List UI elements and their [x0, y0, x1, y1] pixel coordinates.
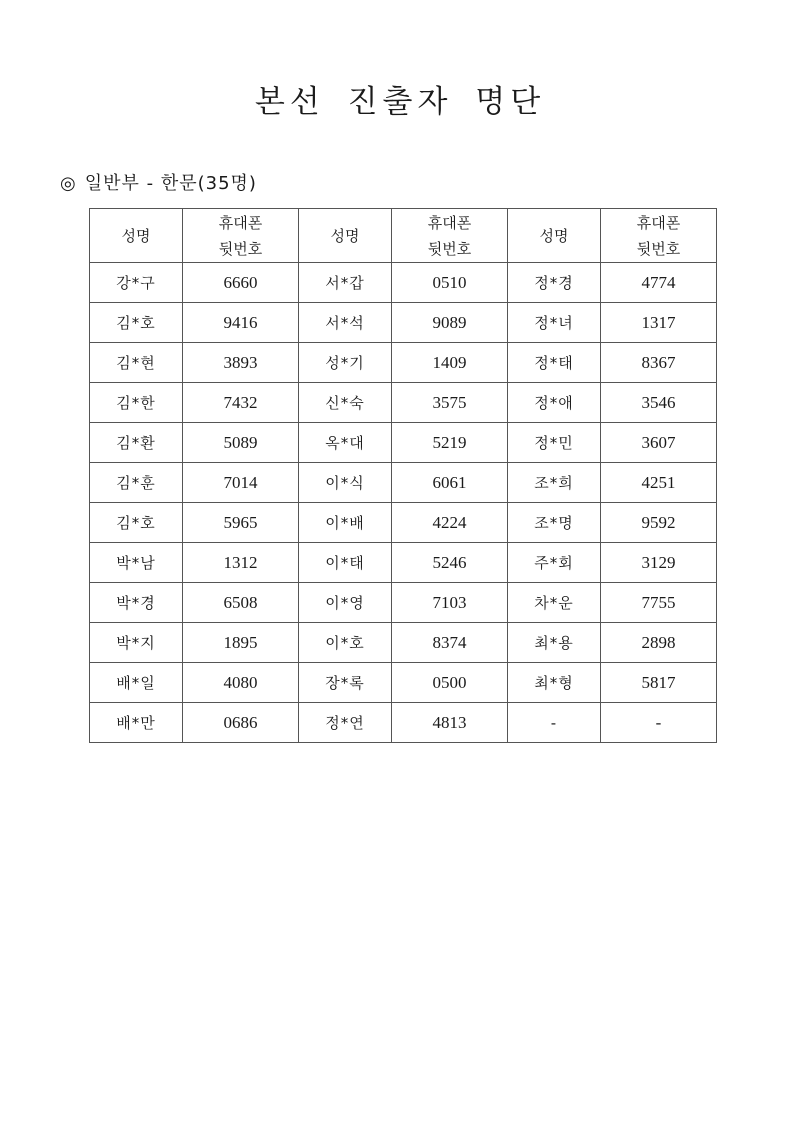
phone-last-digits: 7014 — [183, 463, 299, 503]
phone-last-digits: 4813 — [392, 703, 508, 743]
phone-last-digits: 4774 — [601, 263, 717, 303]
table-row — [90, 343, 717, 383]
participant-name: 정*연 — [299, 703, 392, 743]
participant-name: 정*태 — [508, 343, 601, 383]
phone-last-digits: 1312 — [183, 543, 299, 583]
participant-name: 김*훈 — [90, 463, 183, 503]
table-row — [90, 383, 717, 423]
table-row — [90, 503, 717, 543]
participant-name: 박*경 — [90, 583, 183, 623]
participant-name: 차*운 — [508, 583, 601, 623]
column-header-phone-line2: 뒷번호 — [427, 239, 472, 258]
phone-last-digits: 4251 — [601, 463, 717, 503]
participant-name: 최*형 — [508, 663, 601, 703]
table-row — [90, 543, 717, 583]
table-row — [90, 263, 717, 303]
participant-name: 이*태 — [299, 543, 392, 583]
phone-last-digits: 0510 — [392, 263, 508, 303]
participant-name: 이*식 — [299, 463, 392, 503]
participant-name: 정*민 — [508, 423, 601, 463]
phone-last-digits: 4224 — [392, 503, 508, 543]
phone-last-digits: 6660 — [183, 263, 299, 303]
table-row — [90, 623, 717, 663]
phone-last-digits: 1317 — [601, 303, 717, 343]
participant-name: 이*호 — [299, 623, 392, 663]
participant-name: 정*녀 — [508, 303, 601, 343]
column-header-name: 성명 — [508, 209, 601, 263]
column-header-phone-line2: 뒷번호 — [636, 239, 681, 258]
phone-last-digits: 1409 — [392, 343, 508, 383]
phone-last-digits: 9592 — [601, 503, 717, 543]
participant-name: 장*록 — [299, 663, 392, 703]
phone-last-digits: 5089 — [183, 423, 299, 463]
participant-name: 배*일 — [90, 663, 183, 703]
phone-last-digits: 7432 — [183, 383, 299, 423]
participant-name: 박*남 — [90, 543, 183, 583]
participant-name: 서*석 — [299, 303, 392, 343]
phone-last-digits: 6061 — [392, 463, 508, 503]
phone-last-digits: 5965 — [183, 503, 299, 543]
participant-name: 김*호 — [90, 503, 183, 543]
column-header-name: 성명 — [90, 209, 183, 263]
participant-name: 배*만 — [90, 703, 183, 743]
phone-last-digits: 7755 — [601, 583, 717, 623]
phone-last-digits: 0686 — [183, 703, 299, 743]
participant-name: 김*호 — [90, 303, 183, 343]
table-row — [90, 423, 717, 463]
table-row — [90, 463, 717, 503]
participant-name: 이*영 — [299, 583, 392, 623]
phone-last-digits: 1895 — [183, 623, 299, 663]
participant-name: 성*기 — [299, 343, 392, 383]
phone-last-digits: 8374 — [392, 623, 508, 663]
phone-last-digits: 8367 — [601, 343, 717, 383]
column-header-phone — [183, 209, 299, 263]
phone-last-digits: 6508 — [183, 583, 299, 623]
participant-name: 박*지 — [90, 623, 183, 663]
participant-name: 강*구 — [90, 263, 183, 303]
participant-name: 김*환 — [90, 423, 183, 463]
phone-last-digits: 5817 — [601, 663, 717, 703]
phone-last-digits: 3546 — [601, 383, 717, 423]
participant-name: 이*배 — [299, 503, 392, 543]
phone-last-digits: 3607 — [601, 423, 717, 463]
table-row — [90, 583, 717, 623]
participant-name: 서*갑 — [299, 263, 392, 303]
column-header-phone — [601, 209, 717, 263]
phone-last-digits: 7103 — [392, 583, 508, 623]
finalist-table — [89, 208, 717, 743]
table-row — [90, 703, 717, 743]
column-header-phone-line1: 휴대폰 — [427, 213, 472, 232]
table-header-row — [90, 209, 717, 263]
column-header-name: 성명 — [299, 209, 392, 263]
section-heading — [60, 169, 257, 195]
double-circle-bullet-icon: ◎ — [60, 173, 77, 194]
column-header-phone-line2: 뒷번호 — [218, 239, 263, 258]
column-header-phone-line1: 휴대폰 — [218, 213, 263, 232]
participant-name: 신*숙 — [299, 383, 392, 423]
phone-last-digits: 3893 — [183, 343, 299, 383]
page-title: 본선 진출자 명단 — [254, 84, 546, 120]
phone-last-digits: 5246 — [392, 543, 508, 583]
participant-name: 정*경 — [508, 263, 601, 303]
phone-last-digits: 5219 — [392, 423, 508, 463]
phone-last-digits: 9089 — [392, 303, 508, 343]
participant-name: 김*현 — [90, 343, 183, 383]
phone-last-digits: - — [601, 703, 717, 743]
table-body — [90, 263, 717, 743]
participant-name: 최*용 — [508, 623, 601, 663]
participant-name: 조*명 — [508, 503, 601, 543]
phone-last-digits: 3575 — [392, 383, 508, 423]
table-row — [90, 303, 717, 343]
table-row — [90, 663, 717, 703]
participant-name: 정*애 — [508, 383, 601, 423]
phone-last-digits: 3129 — [601, 543, 717, 583]
phone-last-digits: 0500 — [392, 663, 508, 703]
phone-last-digits: 9416 — [183, 303, 299, 343]
participant-name: 김*한 — [90, 383, 183, 423]
participant-name: - — [508, 703, 601, 743]
participant-name: 조*희 — [508, 463, 601, 503]
section-label: 일반부 - 한문(35명) — [84, 173, 257, 194]
phone-last-digits: 2898 — [601, 623, 717, 663]
column-header-phone-line1: 휴대폰 — [636, 213, 681, 232]
participant-name: 옥*대 — [299, 423, 392, 463]
phone-last-digits: 4080 — [183, 663, 299, 703]
column-header-phone — [392, 209, 508, 263]
participant-name: 주*회 — [508, 543, 601, 583]
